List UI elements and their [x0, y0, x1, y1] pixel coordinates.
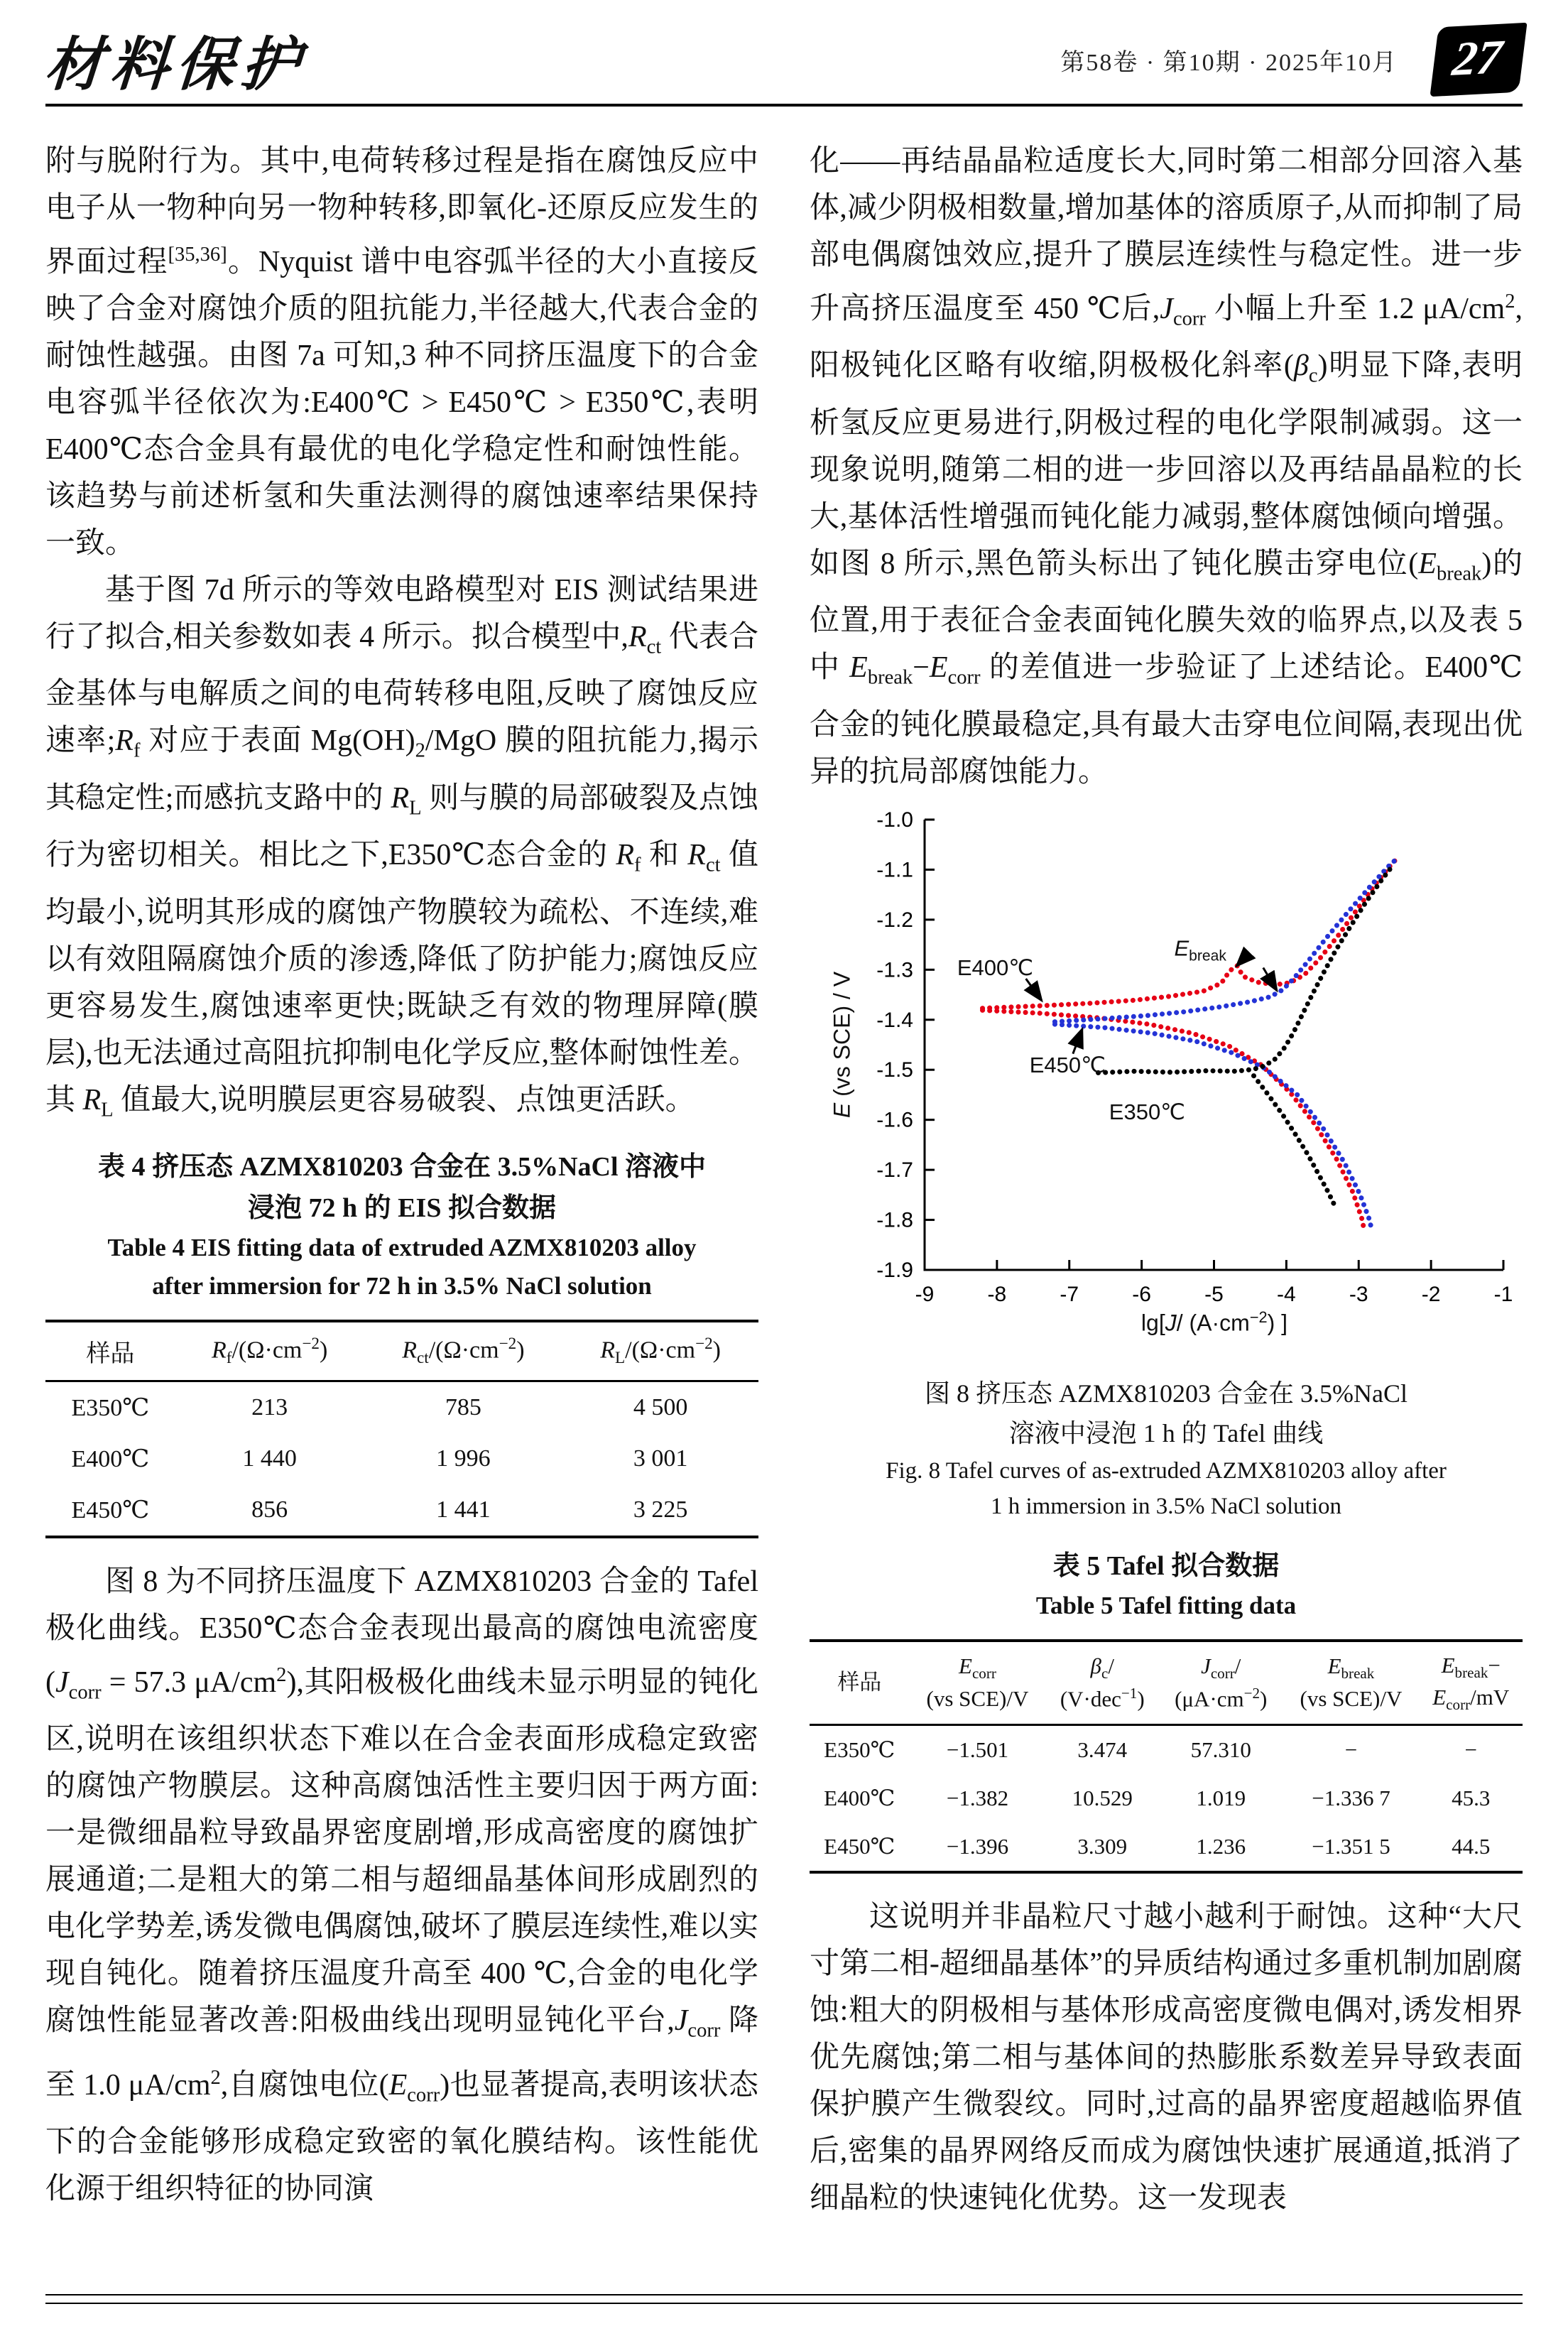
cell: − — [1344, 1737, 1358, 1762]
cell: 1 996 — [436, 1445, 491, 1472]
table4-title-zh-line2: 浸泡 72 h 的 EIS 拟合数据 — [248, 1192, 556, 1223]
page-header — [43, 24, 1523, 99]
tafel-chart — [811, 807, 1521, 1361]
col-header: $J_{corr}/$ $(\mu A\cdot cm^{-2})$ — [1175, 1653, 1268, 1712]
cell: 3 001 — [633, 1445, 688, 1472]
tafel-curve-E400℃ — [983, 860, 1395, 1008]
cell: 213 — [251, 1393, 288, 1420]
y-tick-label: -1.1 — [876, 858, 913, 882]
page-number-badge: 27 — [1430, 23, 1527, 97]
col-header: $E_{break}$ (vs SCE)/V — [1300, 1653, 1403, 1712]
cell: 3.309 — [1077, 1833, 1128, 1859]
table-row — [810, 1774, 1523, 1822]
y-tick-label: -1.6 — [876, 1108, 913, 1132]
cell: E400℃ — [71, 1445, 150, 1472]
col-header: $R_L/(\Omega\cdot cm^{-2})$ — [600, 1334, 721, 1368]
x-tick-label: -8 — [987, 1282, 1007, 1306]
cell: − — [1464, 1737, 1477, 1762]
paragraph-eis-intro: 附与脱附行为。其中,电荷转移过程是指在腐蚀反应中电子从一物种向另一物种转移,即氧化-还原反应发生的界面过程[35,36]。Nyquist 谱中电容弧半径的大小直接反映了合金对腐蚀介质的阻抗能力,半径越大,代表合金的耐蚀性越强。由图 7a 可知,3 种不同挤压温度下的合金电容弧半径依次为:E400℃ > E450℃ > E350℃,表明 E400℃态合金具有最优的电化学稳定性和耐蚀性能。该趋势与前述析氢和失重法测得的腐蚀速率结果保持一致。 — [45, 145, 758, 560]
x-tick-label: -5 — [1204, 1282, 1224, 1306]
paragraph-microstructure-evolution: 化——再结晶晶粒适度长大,同时第二相部分回溶入基体,减少阴极相数量,增加基体的溶质原子,从而抑制了局部电偶腐蚀效应,提升了膜层连续性与稳定性。进一步升高挤压温度至 450 ℃后$,J_{corr}$ 小幅上升至 1.2 $\mu A/cm^2$,阳极钝化区略有收缩,阴极极化斜率$(\beta_c)$明显下降,表明析氢反应更易进行,阴极过程的电化学限制减弱。这一现象说明,随第二相的进一步回溶以及再结晶晶粒的长大,基体活性增强而钝化能力减弱,整体腐蚀倾向增强。如图 8 所示,黑色箭头标出了钝化膜击穿电位$(E_{break})$的位置,用于表征合金表面钝化膜失效的临界点,以及表 5 中 $E_{break}-E_{corr}$ 的差值进一步验证了上述结论。E400℃合金的钝化膜最稳定,具有最大击穿电位间隔,表现出优异的抗局部腐蚀能力。 — [810, 145, 1523, 788]
two-column-body — [45, 138, 1523, 2222]
table-header-row — [45, 1321, 758, 1381]
cell: E450℃ — [824, 1833, 895, 1859]
table-row — [810, 1822, 1523, 1872]
y-tick-label: -1.0 — [876, 808, 913, 832]
x-tick-label: -6 — [1132, 1282, 1151, 1306]
y-tick-label: -1.9 — [876, 1258, 913, 1282]
cell: 45.3 — [1452, 1785, 1491, 1810]
tafel-curve-E450℃ — [1055, 857, 1398, 1021]
col-header: $E_{break}-$ $E_{corr}/mV$ — [1432, 1652, 1510, 1714]
cell: 3.474 — [1077, 1737, 1128, 1762]
table-row — [45, 1433, 758, 1484]
y-tick-label: -1.4 — [876, 1008, 913, 1032]
cell: E400℃ — [824, 1785, 895, 1810]
table5-title-en: Table 5 Tafel fitting data — [1035, 1591, 1297, 1619]
col-header: $\beta_c/$ (V·dec$^{-1}$) — [1060, 1653, 1145, 1712]
caption-en-line2: 1 h immersion in 3.5% NaCl solution — [990, 1493, 1342, 1519]
table-row — [810, 1724, 1523, 1774]
cell: E350℃ — [71, 1394, 150, 1421]
cell: 57.310 — [1190, 1737, 1251, 1762]
paragraph-eis-fitting: 基于图 7d 所示的等效电路模型对 EIS 测试结果进行了拟合,相关参数如表 4 所示。拟合模型中$,R_{ct}$ 代表合金基体与电解质之间的电荷转移电阻,反映了腐蚀反应速率$;R_f$ 对应于表面 $Mg(OH)_2$/MgO 膜的阻抗能力,揭示其稳定性;而感抗支路中的 $R_L$ 则与膜的局部破裂及点蚀行为密切相关。相比之下,E350℃态合金的 $R_f$ 和 $R_{ct}$ 值均最小,说明其形成的腐蚀产物膜较为疏松、不连续,难以有效阻隔腐蚀介质的渗透,降低了防护能力;腐蚀反应更容易发生,腐蚀速率更快;既缺乏有效的物理屏障(膜层),也无法通过高阻抗抑制电化学反应,整体耐蚀性差。其 $R_L$ 值最大,说明膜层更容易破裂、点蚀更活跃。 — [45, 574, 759, 1121]
cell: 10.529 — [1072, 1785, 1133, 1810]
right-column — [810, 138, 1523, 2222]
figure-8 — [810, 807, 1523, 1524]
table-row — [45, 1381, 758, 1433]
cell: 785 — [445, 1393, 481, 1420]
table5-title-zh: 表 5 Tafel 拟合数据 — [1052, 1550, 1280, 1581]
x-tick-label: -4 — [1277, 1282, 1296, 1306]
x-tick-label: -7 — [1060, 1282, 1079, 1306]
y-tick-label: -1.3 — [876, 957, 913, 982]
cell: 856 — [251, 1496, 288, 1523]
tafel-curve-E350℃ — [1099, 864, 1394, 1072]
annotation-arrow — [1236, 955, 1246, 966]
paragraph-conclusion: 这说明并非晶粒尺寸越小越利于耐蚀。这种“大尺寸第二相-超细晶基体”的异质结构通过多重机制加剧腐蚀:粗大的阴极相与基体形成高密度微电偶对,诱发相界优先腐蚀;第二相与基体间的热膨胀系数差异导致表面保护膜产生微裂纹。同时,过高的晶界密度超越临界值后,密集的晶界网络反而成为腐蚀快速扩展通道,抵消了细晶粒的快速钝化优势。这一发现表 — [810, 1900, 1523, 2215]
chart-annotation: E450℃ — [1029, 1053, 1106, 1078]
cell: −1.351 5 — [1312, 1833, 1390, 1859]
chart-annotation: E350℃ — [1109, 1099, 1185, 1124]
col-header: $E_{corr}$ (vs SCE)/V — [926, 1653, 1029, 1712]
figure-8-caption — [810, 1374, 1523, 1524]
cell: −1.501 — [946, 1737, 1009, 1762]
x-axis-label: lg[J/ $(A\cdot cm^{-2})$ ] — [1140, 1308, 1288, 1336]
cell: −1.336 7 — [1312, 1785, 1390, 1810]
col-header: $R_f/(\Omega\cdot cm^{-2})$ — [211, 1334, 328, 1368]
chart-annotation: $E_{break}$ — [1174, 935, 1226, 965]
cell: −1.396 — [946, 1833, 1009, 1859]
header-right — [1060, 25, 1523, 94]
table-4-eis-fitting — [45, 1320, 758, 1538]
footer-rule — [45, 2294, 1523, 2304]
x-tick-label: -1 — [1493, 1282, 1513, 1306]
table-row — [45, 1484, 758, 1537]
issue-info: 第58卷 · 第10期 · 2025年10月 — [1060, 49, 1398, 76]
cell: 1 441 — [436, 1496, 491, 1523]
cell: 3 225 — [633, 1496, 688, 1523]
annotation-arrow — [1263, 967, 1277, 990]
cell: 1.236 — [1196, 1833, 1246, 1859]
x-tick-label: -2 — [1421, 1282, 1441, 1306]
caption-zh-line1: 图 8 挤压态 AZMX810203 合金在 3.5%NaCl — [925, 1379, 1408, 1408]
caption-en-line1: Fig. 8 Tafel curves of as-extruded AZMX810203 alloy after — [886, 1457, 1447, 1484]
col-header: 样品 — [837, 1670, 882, 1695]
cell: E450℃ — [71, 1496, 150, 1523]
cell: 44.5 — [1452, 1833, 1491, 1859]
caption-zh-line2: 溶液中浸泡 1 h 的 Tafel 曲线 — [1008, 1418, 1324, 1447]
table4-title-en-line1: Table 4 EIS fitting data of extruded AZMX810203 alloy — [107, 1233, 697, 1261]
cell: E350℃ — [824, 1737, 895, 1762]
journal-logo: 材料保护 — [43, 30, 309, 99]
col-header: 样品 — [86, 1340, 135, 1367]
x-tick-label: -3 — [1349, 1282, 1368, 1306]
annotation-arrow — [1073, 1028, 1082, 1053]
y-axis-label: E (vs SCE) / V — [829, 971, 855, 1118]
chart-annotation: E400℃ — [957, 955, 1034, 981]
annotation-arrow — [1026, 979, 1042, 1001]
y-tick-label: -1.5 — [876, 1058, 913, 1082]
cell: −1.382 — [946, 1785, 1009, 1810]
cell: 1.019 — [1196, 1785, 1246, 1810]
y-tick-label: -1.7 — [876, 1158, 913, 1182]
table-header-row — [810, 1641, 1523, 1725]
cell: 4 500 — [633, 1393, 688, 1420]
header-rule — [45, 104, 1523, 107]
col-header: $R_{ct}/(\Omega\cdot cm^{-2})$ — [402, 1334, 525, 1368]
paragraph-tafel-analysis: 图 8 为不同挤压温度下 AZMX810203 合金的 Tafel 极化曲线。E350℃态合金表现出最高的腐蚀电流密度($J_{corr} = 57.3$ $\mu A/cm^2$),其阳极极化曲线未显示明显的钝化区,说明在该组织状态下难以在合金表面形成稳定致密的腐蚀产物膜层。这种高腐蚀活性主要归因于两方面:一是微细晶粒导致晶界密度剧增,形成高密度的腐蚀扩展通道;二是粗大的第二相与超细晶基体间形成剧烈的电化学势差,诱发微电偶腐蚀,破坏了膜层连续性,难以实现自钝化。随着挤压温度升高至 400 ℃,合金的电化学腐蚀性能显著改善:阳极曲线出现明显钝化平台$,J_{corr}$ 降至 1.0 $\mu A/cm^2$,自腐蚀电位$(E_{corr})$也显著提高,表明该状态下的合金能够形成稳定致密的氧化膜结构。该性能优化源于组织特征的协同演 — [45, 1565, 758, 2206]
left-column — [45, 138, 758, 2222]
y-tick-label: -1.2 — [876, 908, 913, 932]
table4-title-en-line2: after immersion for 72 h in 3.5% NaCl solution — [152, 1271, 652, 1300]
axes — [925, 820, 1503, 1270]
y-tick-label: -1.8 — [876, 1208, 913, 1232]
cell: 1 440 — [242, 1445, 297, 1472]
tafel-chart-svg — [811, 807, 1521, 1361]
table-5-tafel-fitting — [810, 1639, 1523, 1874]
x-tick-label: -9 — [915, 1282, 935, 1306]
table4-title-zh-line1: 表 4 挤压态 AZMX810203 合金在 3.5%NaCl 溶液中 — [97, 1151, 707, 1182]
